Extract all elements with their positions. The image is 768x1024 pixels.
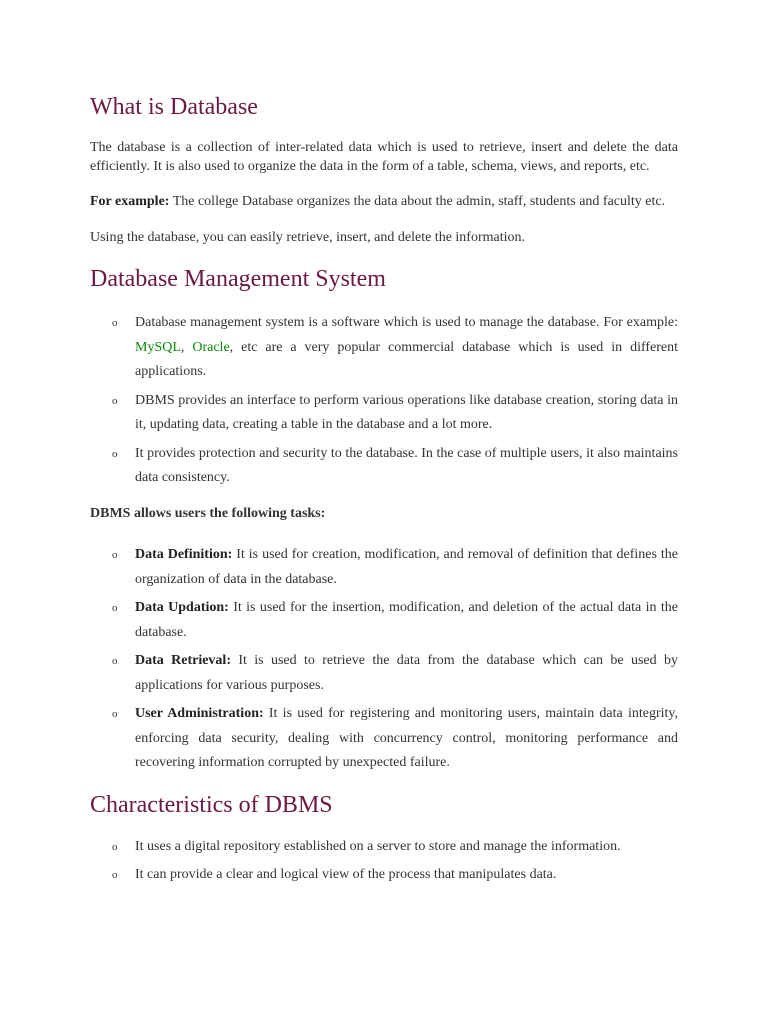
database-definition-paragraph: The database is a collection of inter-related data which is used to retrieve, insert and delete the data efficiently. It is also used to organize the data in the form of a table, schema, views, and reports, etc. — [90, 140, 678, 174]
list-item: o It can provide a clear and logical view of the process that manipulates data. — [90, 863, 678, 888]
list-item: o Database management system is a software which is used to manage the database. For example: MySQL, Oracle, etc are a very popular commercial database which is used in different applications. — [90, 311, 678, 385]
circle-bullet-icon: o — [112, 447, 118, 460]
circle-bullet-icon: o — [112, 869, 118, 881]
list-item: o Data Updation: It is used for the insertion, modification, and deletion of the actual data in the database. — [90, 596, 678, 645]
circle-bullet-icon: o — [112, 708, 118, 720]
circle-bullet-icon: o — [112, 655, 118, 667]
heading-characteristics: Characteristics of DBMS — [90, 791, 333, 818]
circle-bullet-icon: o — [112, 549, 118, 561]
usage-paragraph: Using the database, you can easily retrieve, insert, and delete the information. — [90, 229, 526, 245]
list-item: o Data Definition: It is used for creation, modification, and removal of definition that defines the organization of data in the database. — [90, 543, 678, 592]
circle-bullet-icon: o — [112, 394, 118, 407]
list-item: o DBMS provides an interface to perform various operations like database creation, storing data in it, updating data, creating a table in the database and a lot more. — [90, 389, 678, 438]
example-text: The college Database organizes the data about the admin, staff, students and faculty etc. — [169, 194, 666, 209]
tasks-bullet-list — [90, 543, 678, 776]
characteristics-bullet-list — [90, 835, 678, 888]
list-item: o It provides protection and security to the database. In the case of multiple users, it also maintains data consistency. — [90, 442, 678, 491]
circle-bullet-icon: o — [112, 602, 118, 614]
list-item: o User Administration: It is used for registering and monitoring users, maintain data integrity, enforcing data security, dealing with concurrency control, monitoring performance and recovering information corrupted by unexpected failure. — [90, 702, 678, 776]
dbms-bullet-list — [90, 311, 678, 491]
tasks-heading: DBMS allows users the following tasks: — [90, 505, 326, 521]
document-content — [90, 92, 678, 888]
heading-dbms: Database Management System — [90, 266, 386, 292]
example-label: For example: — [90, 194, 170, 209]
circle-bullet-icon: o — [112, 317, 118, 329]
mysql-link[interactable]: MySQL — [135, 339, 181, 355]
list-item: o It uses a digital repository established on a server to store and manage the information. — [90, 835, 678, 860]
list-item: o Data Retrieval: It is used to retrieve the data from the database which can be used by applications for various purposes. — [90, 649, 678, 698]
heading-what-is-database: What is Database — [90, 94, 258, 120]
oracle-link[interactable]: Oracle — [192, 339, 230, 355]
example-paragraph — [90, 193, 678, 212]
circle-bullet-icon: o — [112, 840, 118, 853]
